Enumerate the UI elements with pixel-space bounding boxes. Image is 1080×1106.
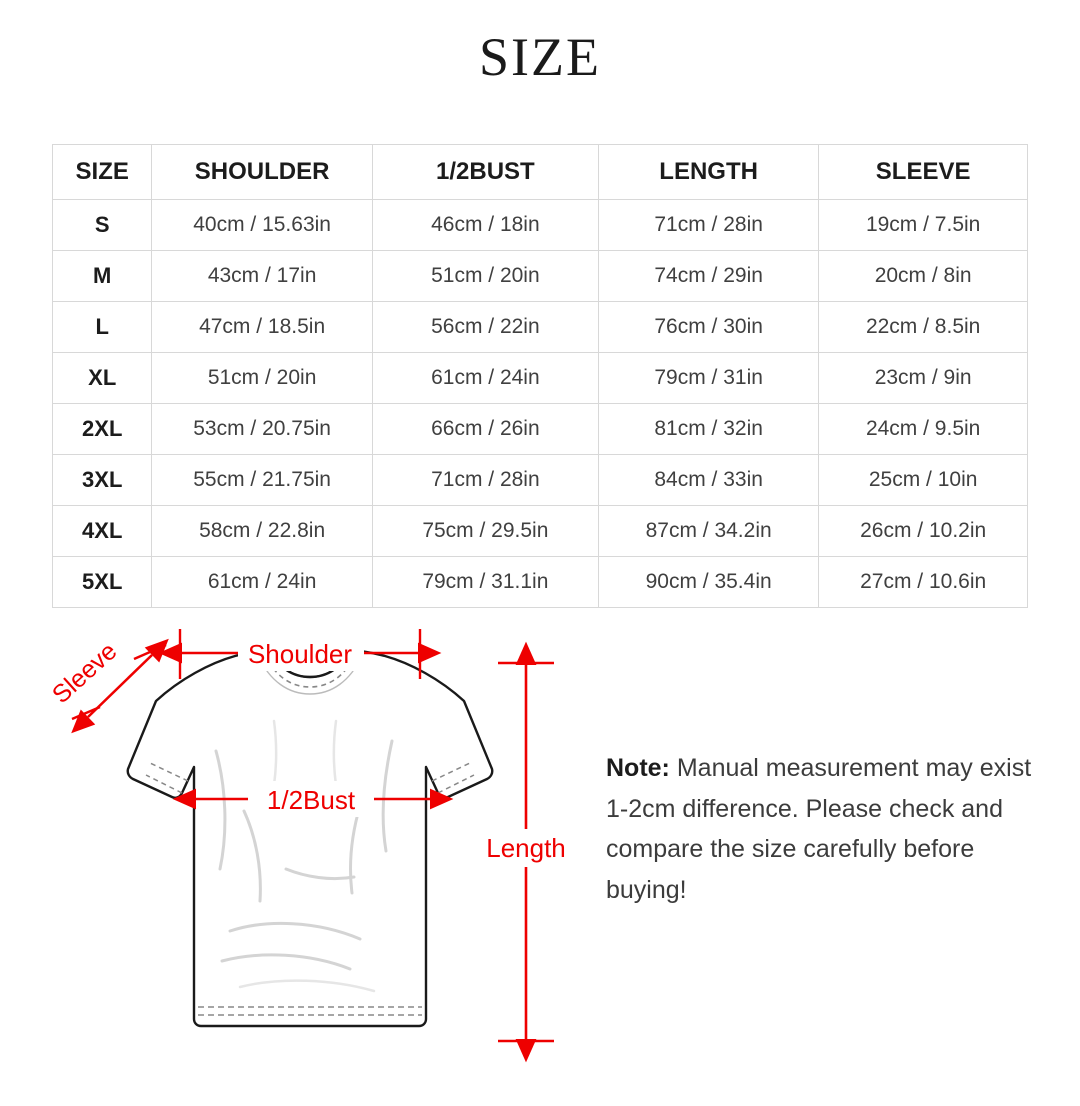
table-row [53, 251, 1028, 302]
cell-length: 74cm / 29in [598, 251, 818, 302]
shoulder-label: Shoulder [247, 639, 353, 669]
cell-size: 4XL [53, 506, 152, 557]
cell-length: 71cm / 28in [598, 200, 818, 251]
cell-bust: 79cm / 31.1in [372, 557, 598, 608]
size-chart-table [52, 144, 1028, 608]
cell-size: 2XL [53, 404, 152, 455]
cell-shoulder: 61cm / 24in [152, 557, 372, 608]
cell-shoulder: 51cm / 20in [152, 353, 372, 404]
cell-size: L [53, 302, 152, 353]
table-header-row [53, 145, 1028, 200]
bust-label: 1/2Bust [266, 785, 356, 815]
cell-bust: 46cm / 18in [372, 200, 598, 251]
cell-bust: 61cm / 24in [372, 353, 598, 404]
cell-length: 84cm / 33in [598, 455, 818, 506]
cell-shoulder: 53cm / 20.75in [152, 404, 372, 455]
length-label: Length [486, 833, 566, 863]
cell-size: 5XL [53, 557, 152, 608]
sleeve-label: Sleeve [46, 637, 123, 710]
table-row [53, 200, 1028, 251]
table-row [53, 506, 1028, 557]
column-header-bust: 1/2BUST [372, 145, 598, 200]
column-header-length: LENGTH [598, 145, 818, 200]
cell-sleeve: 22cm / 8.5in [819, 302, 1028, 353]
cell-sleeve: 19cm / 7.5in [819, 200, 1028, 251]
table-row [53, 455, 1028, 506]
table-row [53, 302, 1028, 353]
cell-shoulder: 58cm / 22.8in [152, 506, 372, 557]
cell-sleeve: 25cm / 10in [819, 455, 1028, 506]
cell-sleeve: 27cm / 10.6in [819, 557, 1028, 608]
table-row [53, 557, 1028, 608]
cell-size: 3XL [53, 455, 152, 506]
cell-size: M [53, 251, 152, 302]
measurement-diagram [30, 601, 590, 1091]
size-chart-table-container [52, 144, 1028, 608]
cell-length: 81cm / 32in [598, 404, 818, 455]
cell-size: S [53, 200, 152, 251]
cell-bust: 66cm / 26in [372, 404, 598, 455]
cell-sleeve: 20cm / 8in [819, 251, 1028, 302]
cell-shoulder: 47cm / 18.5in [152, 302, 372, 353]
cell-sleeve: 26cm / 10.2in [819, 506, 1028, 557]
note-label: Note: [606, 754, 670, 782]
table-row [53, 404, 1028, 455]
page-title: SIZE [479, 27, 601, 87]
cell-shoulder: 40cm / 15.63in [152, 200, 372, 251]
cell-length: 79cm / 31in [598, 353, 818, 404]
cell-length: 90cm / 35.4in [598, 557, 818, 608]
length-dimension [486, 663, 566, 1041]
cell-shoulder: 55cm / 21.75in [152, 455, 372, 506]
cell-length: 87cm / 34.2in [598, 506, 818, 557]
column-header-size: SIZE [53, 145, 152, 200]
column-header-shoulder: SHOULDER [152, 145, 372, 200]
table-row [53, 353, 1028, 404]
cell-sleeve: 23cm / 9in [819, 353, 1028, 404]
cell-sleeve: 24cm / 9.5in [819, 404, 1028, 455]
cell-bust: 71cm / 28in [372, 455, 598, 506]
sleeve-dimension [47, 637, 166, 719]
cell-bust: 56cm / 22in [372, 302, 598, 353]
note-block [606, 748, 1036, 910]
cell-shoulder: 43cm / 17in [152, 251, 372, 302]
column-header-sleeve: SLEEVE [819, 145, 1028, 200]
cell-size: XL [53, 353, 152, 404]
cell-length: 76cm / 30in [598, 302, 818, 353]
cell-bust: 51cm / 20in [372, 251, 598, 302]
cell-bust: 75cm / 29.5in [372, 506, 598, 557]
tshirt-illustration [128, 650, 493, 1026]
note-text: Manual measurement may exist 1-2cm difference. Please check and compare the size carefully before buying! [606, 754, 1032, 904]
